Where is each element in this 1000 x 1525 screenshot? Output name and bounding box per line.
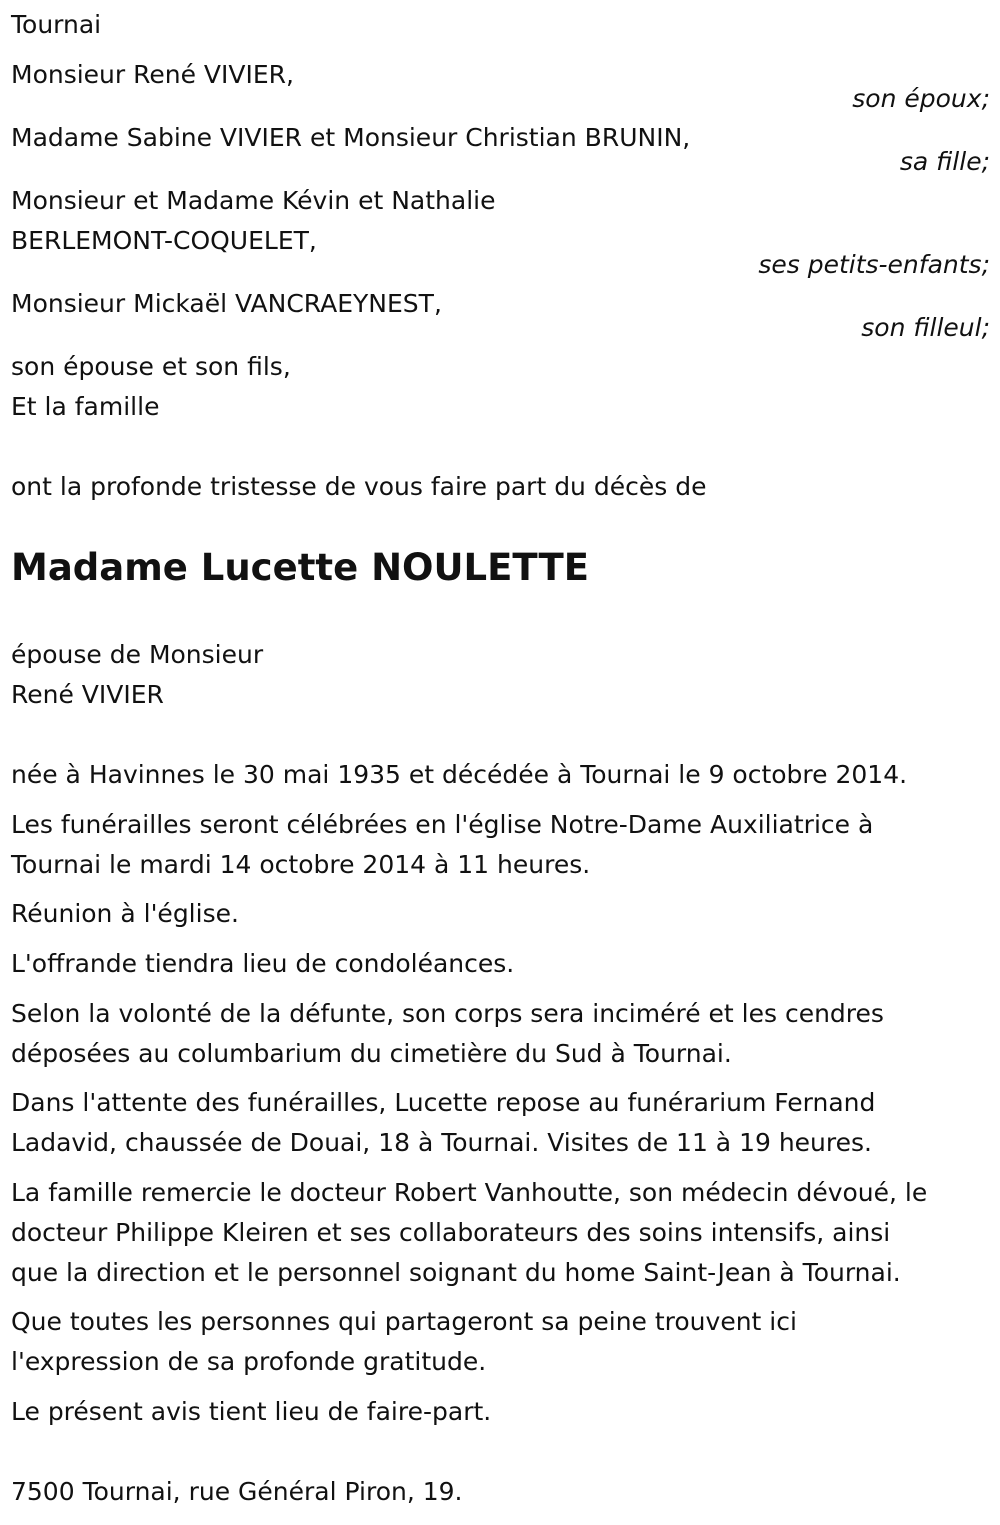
thanks-text-line2: docteur Philippe Kleiren et ses collaborateurs des soins intensifs, ainsi <box>11 1218 891 1247</box>
family-member-daughter: Madame Sabine VIVIER et Monsieur Christian BRUNIN, <box>11 123 691 152</box>
gratitude-text-line1: Que toutes les personnes qui partageront sa peine trouvent ici <box>11 1307 797 1336</box>
address-text: 7500 Tournai, rue Général Piron, 19. <box>11 1477 463 1506</box>
notice-text: Le présent avis tient lieu de faire-part. <box>11 1397 492 1426</box>
meeting-text: Réunion à l'église. <box>11 899 239 928</box>
funeral-text-line2: Tournai le mardi 14 octobre 2014 à 11 heures. <box>11 850 591 879</box>
rest-text-line1: Dans l'attente des funérailles, Lucette repose au funérarium Fernand <box>11 1088 876 1117</box>
funeral-text-line1: Les funérailles seront célébrées en l'église Notre-Dame Auxiliatrice à <box>11 810 874 839</box>
family-extra-line2: Et la famille <box>11 392 160 421</box>
relation-godson: son filleul; <box>861 313 990 342</box>
family-extra-line1: son épouse et son fils, <box>11 352 291 381</box>
thanks-text-line3: que la direction et le personnel soignant du home Saint-Jean à Tournai. <box>11 1258 901 1287</box>
family-member-grandchildren-line2: BERLEMONT-COQUELET, <box>11 226 317 255</box>
gratitude-text-line2: l'expression de sa profonde gratitude. <box>11 1347 487 1376</box>
rest-text-line2: Ladavid, chaussée de Douai, 18 à Tournai. Visites de 11 à 19 heures. <box>11 1128 872 1157</box>
relation-daughter: sa fille; <box>899 147 990 176</box>
family-member-grandchildren: Monsieur et Madame Kévin et Nathalie <box>11 186 496 215</box>
deceased-name: Madame Lucette NOULETTE <box>11 546 589 589</box>
family-member-spouse: Monsieur René VIVIER, <box>11 60 294 89</box>
offering-text: L'offrande tiendra lieu de condoléances. <box>11 949 515 978</box>
cremation-text-line1: Selon la volonté de la défunte, son corps sera inciméré et les cendres <box>11 999 884 1028</box>
relation-spouse: son époux; <box>852 84 990 113</box>
birth-death-text: née à Havinnes le 30 mai 1935 et décédée à Tournai le 9 octobre 2014. <box>11 760 908 789</box>
family-member-godson: Monsieur Mickaël VANCRAEYNEST, <box>11 289 442 318</box>
city-header: Tournai <box>11 10 102 39</box>
cremation-text-line2: déposées au columbarium du cimetière du Sud à Tournai. <box>11 1039 732 1068</box>
announcement-text: ont la profonde tristesse de vous faire part du décès de <box>11 472 707 501</box>
thanks-text-line1: La famille remercie le docteur Robert Vanhoutte, son médecin dévoué, le <box>11 1178 928 1207</box>
spouse-line1: épouse de Monsieur <box>11 640 264 669</box>
spouse-line2: René VIVIER <box>11 680 164 709</box>
relation-grandchildren: ses petits-enfants; <box>758 250 990 279</box>
